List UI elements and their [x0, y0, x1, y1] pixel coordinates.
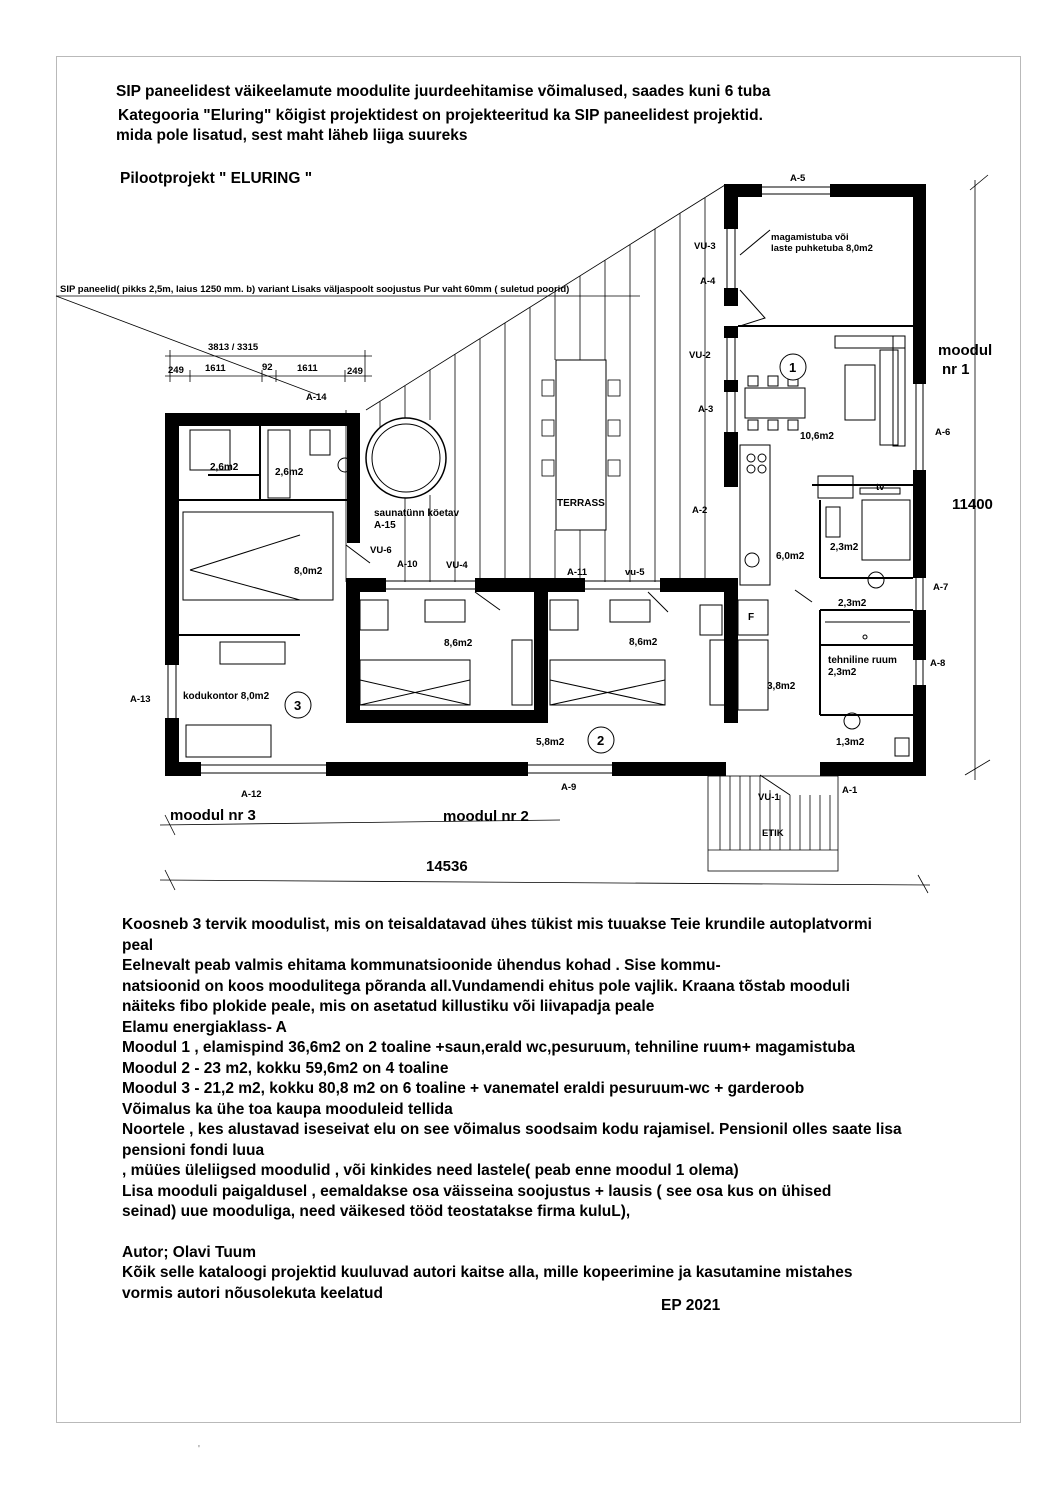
label-a7: A-7 — [933, 582, 949, 593]
dim-part-5: 249 — [347, 366, 363, 377]
desc-line: seinad) uue mooduliga, need väikesed tööd teostatakse firma kuluL), — [122, 1203, 631, 1220]
label-vu5: vu-5 — [625, 567, 645, 578]
sauna-code: A-15 — [374, 520, 396, 531]
label-vu1: VU-1 — [758, 792, 780, 803]
dim-height: 11400 — [952, 496, 993, 513]
desc-line: näiteks fibo plokide peale, mis on asetatud killustiku või liivapadja peale — [122, 998, 655, 1015]
label-vu3: VU-3 — [694, 241, 716, 252]
room-hall1-area: 3,8m2 — [767, 681, 796, 692]
porch — [708, 776, 838, 871]
terrace-label: TERRASS — [557, 498, 605, 509]
room-wc2-area: 1,3m2 — [836, 737, 865, 748]
label-vu2: VU-2 — [689, 350, 711, 361]
desc-line: , müües üleliigsed moodulid , või kinkides need lastele( peab enne moodul 1 olema) — [122, 1162, 739, 1179]
room-kitchen-area: 6,0m2 — [776, 551, 805, 562]
dim-top-label: 3813 / 3315 — [208, 342, 259, 353]
modul1-label-b: nr 1 — [942, 361, 970, 378]
desc-line: Koosneb 3 tervik moodulist, mis on teisaldatavad ühes tükist mis tuuakse Teie krundile autoplatvormi — [122, 916, 872, 933]
desc-line: Lisa mooduli paigaldusel , eemaldakse osa väisseina soojustus + lausis ( see osa kus on ühised — [122, 1182, 832, 1200]
desc-line: Moodul 1 , elamispind 36,6m2 on 2 toaline +saun,erald wc,pesuruum, tehniline ruum+ magamistuba — [122, 1039, 855, 1056]
dim-part-4: 1611 — [297, 363, 318, 374]
furniture-m1 — [738, 336, 910, 756]
desc-line: Elamu energiaklass- A — [122, 1018, 287, 1036]
outer-walls — [165, 184, 926, 776]
desc-line: natsioonid on koos moodulitega põranda all.Vundamendi ehitus pole vajlik. Kraana tõstab mooduli — [122, 977, 851, 995]
room-wash-area: 2,3m2 — [838, 598, 867, 609]
label-a14: A-14 — [306, 392, 327, 403]
label-a8: A-8 — [930, 658, 946, 669]
header-line-3: mida pole lisatud, sest maht läheb liiga suureks — [116, 127, 468, 144]
tick-mark: ' — [198, 1444, 200, 1455]
desc-line: Noortele , kes alustavad iseseivat elu on see võimalus soodsaim kodu rajamisel. Pensionil olles saate lisa — [122, 1121, 902, 1138]
dim-width: 14536 — [426, 858, 468, 875]
desc-line: peal — [122, 936, 154, 954]
sauna-label: saunatünn köetav — [374, 508, 460, 519]
label-a4: A-4 — [700, 276, 716, 287]
pilot-title: Pilootprojekt " ELURING " — [120, 170, 313, 187]
room-bedroom-m1-area: laste puhketuba 8,0m2 — [771, 243, 873, 254]
desc-line: Moodul 3 - 21,2 m2, kokku 80,8 m2 on 6 toaline + vanematel eraldi pesuruum-wc + garderoob — [122, 1080, 805, 1097]
module-2-number: 2 — [597, 733, 605, 748]
modul1-label-a: moodul — [938, 342, 993, 359]
label-a2: A-2 — [692, 505, 708, 516]
desc-line: Autor; Olavi Tuum — [122, 1243, 257, 1261]
label-a11: A-11 — [567, 567, 588, 578]
label-a1: A-1 — [842, 785, 858, 796]
sip-note: SIP paneelid( pikks 2,5m, laius 1250 mm. b) variant Lisaks väljaspoolt soojustus Pur vaht 60mm ( suletud poorid) — [60, 284, 570, 295]
label-a13: A-13 — [130, 694, 151, 705]
room-living-area: 10,6m2 — [800, 431, 834, 442]
header-line-1: SIP paneelidest väikeelamute moodulite juurdeehitamise võimalused, saades kuni 6 tuba — [116, 83, 771, 100]
dim-part-2: 1611 — [205, 363, 226, 374]
desc-line: pensioni fondi luua — [122, 1141, 265, 1159]
sip-note-leader — [56, 296, 318, 395]
room-corridor-area: 5,8m2 — [536, 737, 565, 748]
room-tech: tehniline ruum — [828, 655, 897, 666]
tv-label: tv — [876, 482, 885, 493]
desc-line: Võimalus ka ühe toa kaupa mooduleid tellida — [122, 1100, 453, 1118]
modul2-label: moodul nr 2 — [443, 808, 529, 825]
module-3-number: 3 — [294, 698, 302, 713]
sauna-barrel — [366, 418, 446, 498]
desc-line — [122, 1223, 1022, 1243]
modul3-label: moodul nr 3 — [170, 807, 256, 824]
terrace-hatch — [346, 185, 725, 582]
module-1-number: 1 — [789, 360, 797, 375]
description — [122, 915, 1022, 1304]
label-a6: A-6 — [935, 427, 951, 438]
desc-line: Moodul 2 - 23 m2, kokku 59,6m2 on 4 toaline — [122, 1059, 449, 1077]
fridge-label: F — [748, 612, 755, 623]
header-line-2: Kategooria "Eluring" kõigist projektidest on projekteeritud ka SIP paneelidest projektid. — [118, 107, 763, 124]
dim-part-1: 249 — [168, 365, 184, 376]
room-b-area: 8,6m2 — [629, 637, 658, 648]
room-office: kodukontor 8,0m2 — [183, 691, 270, 702]
room-bedroom-m1: magamistuba või — [771, 232, 849, 243]
footer-ep: EP 2021 — [661, 1297, 721, 1314]
label-a5: A-5 — [790, 173, 806, 184]
label-vu6: VU-6 — [370, 545, 392, 556]
desc-line: Kõik selle kataloogi projektid kuuluvad autori kaitse alla, mille kopeerimine ja kasutamine mistahes — [122, 1264, 853, 1281]
room-bed3-area: 8,0m2 — [294, 566, 323, 577]
room-tech-area: 2,3m2 — [828, 667, 857, 678]
room-wc1-area: 2,3m2 — [830, 542, 859, 553]
porch-label: ETIK — [762, 828, 784, 839]
label-a12: A-12 — [241, 789, 262, 800]
furniture-m2-m3 — [183, 430, 730, 757]
dim-part-3: 92 — [262, 362, 273, 373]
label-a3: A-3 — [698, 404, 714, 415]
label-a9: A-9 — [561, 782, 577, 793]
room-wardrobe-area: 2,6m2 — [210, 462, 239, 473]
desc-line: Eelnevalt peab valmis ehitama kommunatsioonide ühendus kohad . Sise kommu- — [122, 957, 721, 974]
label-vu4: VU-4 — [446, 560, 468, 571]
room-bath3-area: 2,6m2 — [275, 467, 304, 478]
label-a10: A-10 — [397, 559, 418, 570]
desc-line: vormis autori nõusolekuta keelatud — [122, 1284, 383, 1302]
room-a-area: 8,6m2 — [444, 638, 473, 649]
